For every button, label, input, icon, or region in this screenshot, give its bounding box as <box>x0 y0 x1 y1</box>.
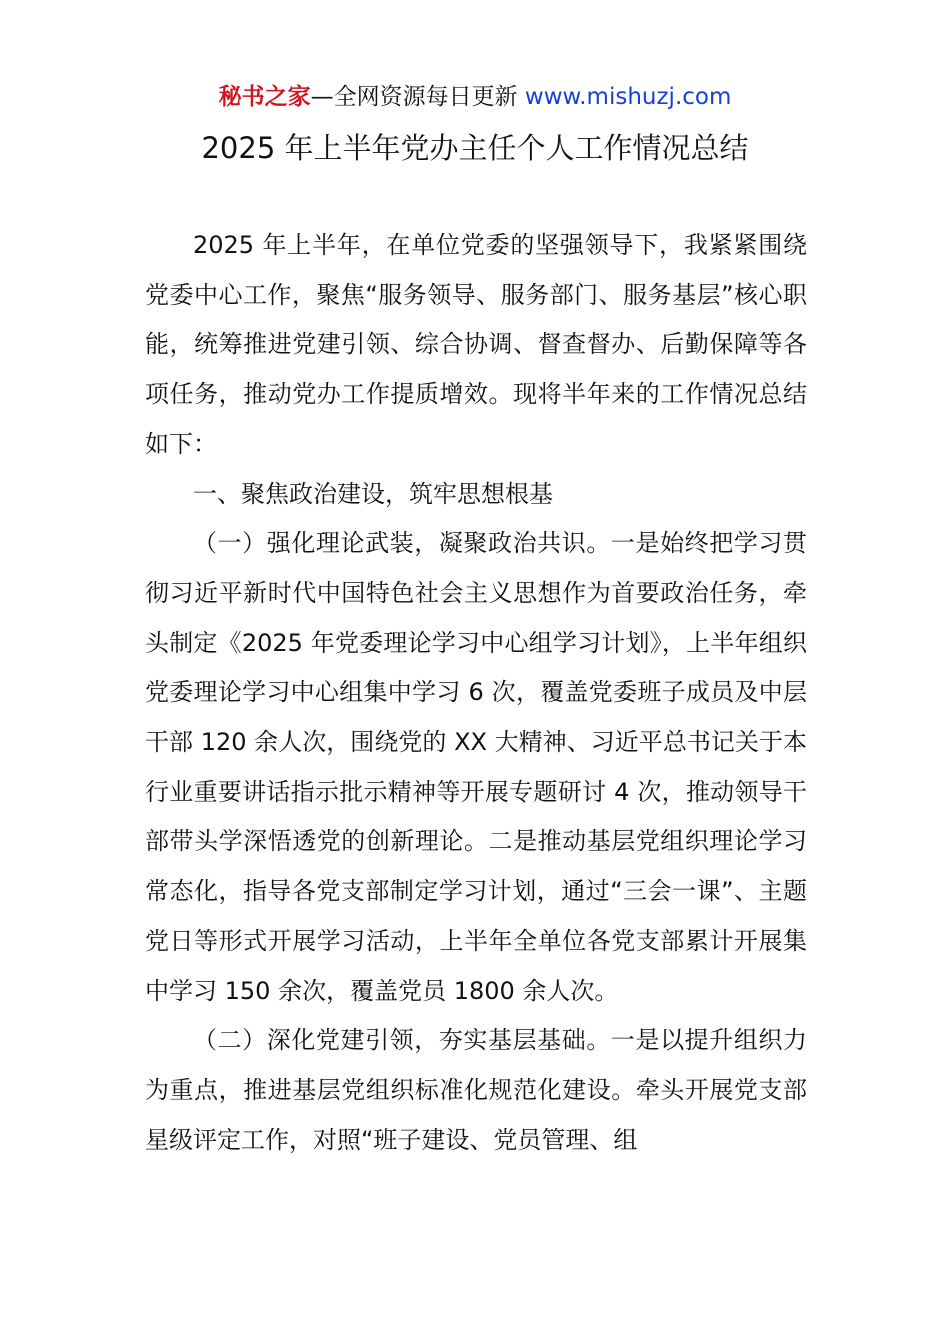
site-url-link[interactable]: www.mishuzj.com <box>524 84 732 110</box>
intro-paragraph: 2025 年上半年，在单位党委的坚强领导下，我紧紧围绕党委中心工作，聚焦“服务领导、服务部门、服务基层”核心职能，统筹推进党建引领、综合协调、督查督办、后勤保障等各项任务，推动党办工作提质增效。现将半年来的工作情况总结如下： <box>145 231 807 458</box>
body-paragraph: （一）强化理论武装，凝聚政治共识。一是始终把学习贯彻习近平新时代中国特色社会主义思想作为首要政治任务，牵头制定《2025 年党委理论学习中心组学习计划》，上半年组织党委理论学习中心组集中学习 6 次，覆盖党委班子成员及中层干部 120 余人次，围绕党的 XX 大精神、习近平总书记关于本行业重要讲话指示批示精神等开展专题研讨 4 次，推动领导干部带头学深悟透党的创新理论。二是推动基层党组织理论学习常态化，指导各党支部制定学习计划，通过“三会一课”、主题党日等形式开展学习活动，上半年全单位各党支部累计开展集中学习 150 余次，覆盖党员 1800 余人次。 <box>145 529 807 1005</box>
brand-name: 秘书之家 <box>218 84 311 110</box>
section-heading: 一、聚焦政治建设，筑牢思想根基 <box>193 479 553 508</box>
document-title: 2025 年上半年党办主任个人工作情况总结 <box>201 131 749 165</box>
site-header <box>0 80 950 114</box>
body-paragraph: （二）深化党建引领，夯实基层基础。一是以提升组织力为重点，推进基层党组织标准化规范化建设。牵头开展党支部星级评定工作，对照“班子建设、党员管理、组 <box>145 1026 807 1154</box>
tagline: —全网资源每日更新 <box>310 84 518 110</box>
document-body <box>145 221 807 1165</box>
